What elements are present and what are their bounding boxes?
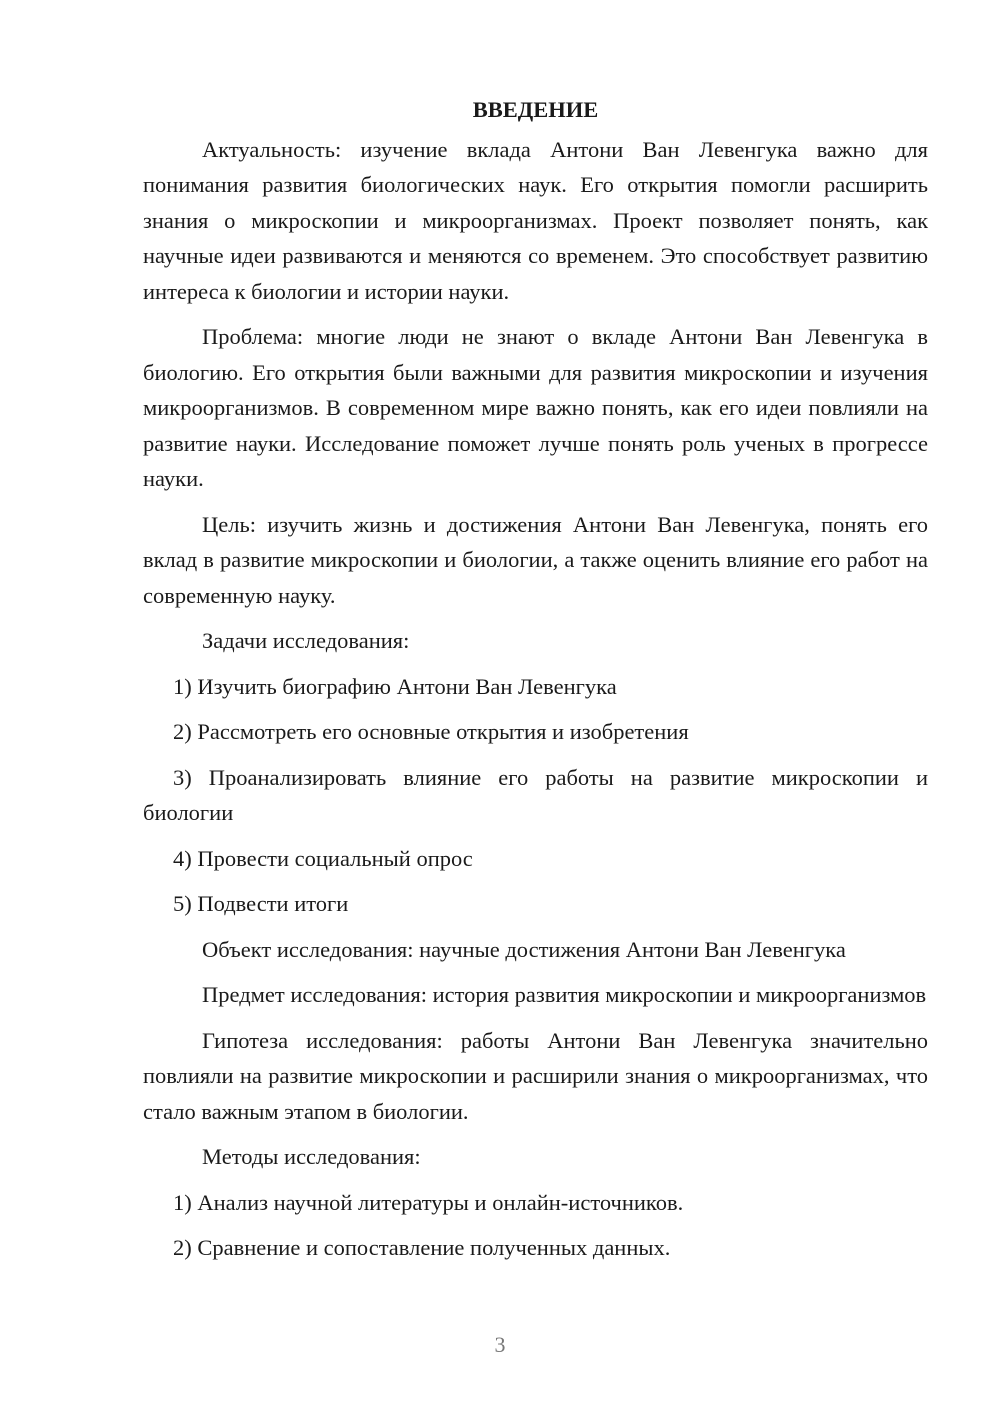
research-object: Объект исследования: научные достижения Антони Ван Левенгука [202, 936, 846, 962]
paragraph-relevance: Актуальность: изучение вклада Антони Ван Левенгука важно для понимания развития биологических наук. Его открытия помогли расширить знания о микроскопии и микроорганизмах. Проект позволяет понять, как научные идеи развиваются и меняются со временем. Это способствует развитию интереса к биологии и истории науки. [143, 136, 928, 304]
document-page [143, 92, 928, 1276]
task-item: 1) Изучить биографию Антони Ван Левенгука [173, 673, 617, 699]
method-item: 2) Сравнение и сопоставление полученных данных. [173, 1235, 671, 1260]
method-item: 1) Анализ научной литературы и онлайн-источников. [173, 1189, 684, 1215]
task-item: 4) Провести социальный опрос [173, 845, 473, 871]
page-number: 3 [494, 1332, 506, 1357]
document-title: ВВЕДЕНИЕ [472, 97, 599, 122]
task-item: 3) Проанализировать влияние его работы на развитие микроскопии и биологии [143, 764, 928, 825]
tasks-heading: Задачи исследования: [202, 628, 410, 653]
paragraph-problem: Проблема: многие люди не знают о вкладе Антони Ван Левенгука в биологию. Его открытия были важными для развития микроскопии и изучения микроорганизмов. В современном мире важно понять, как его идеи повлияли на развитие науки. Исследование поможет лучше понять роль ученых в прогрессе науки. [143, 324, 928, 491]
research-subject: Предмет исследования: история развития микроскопии и микроорганизмов [202, 982, 927, 1007]
research-hypothesis: Гипотеза исследования: работы Антони Ван Левенгука значительно повлияли на развитие микроскопии и расширили знания о микроорганизмах, что стало важным этапом в биологии. [143, 1027, 928, 1124]
paragraph-goal: Цель: изучить жизнь и достижения Антони Ван Левенгука, понять его вклад в развитие микроскопии и биологии, а также оценить влияние его работ на современную науку. [143, 511, 928, 608]
task-item: 2) Рассмотреть его основные открытия и изобретения [173, 719, 689, 744]
task-item: 5) Подвести итоги [173, 891, 349, 916]
methods-heading: Методы исследования: [202, 1144, 421, 1169]
